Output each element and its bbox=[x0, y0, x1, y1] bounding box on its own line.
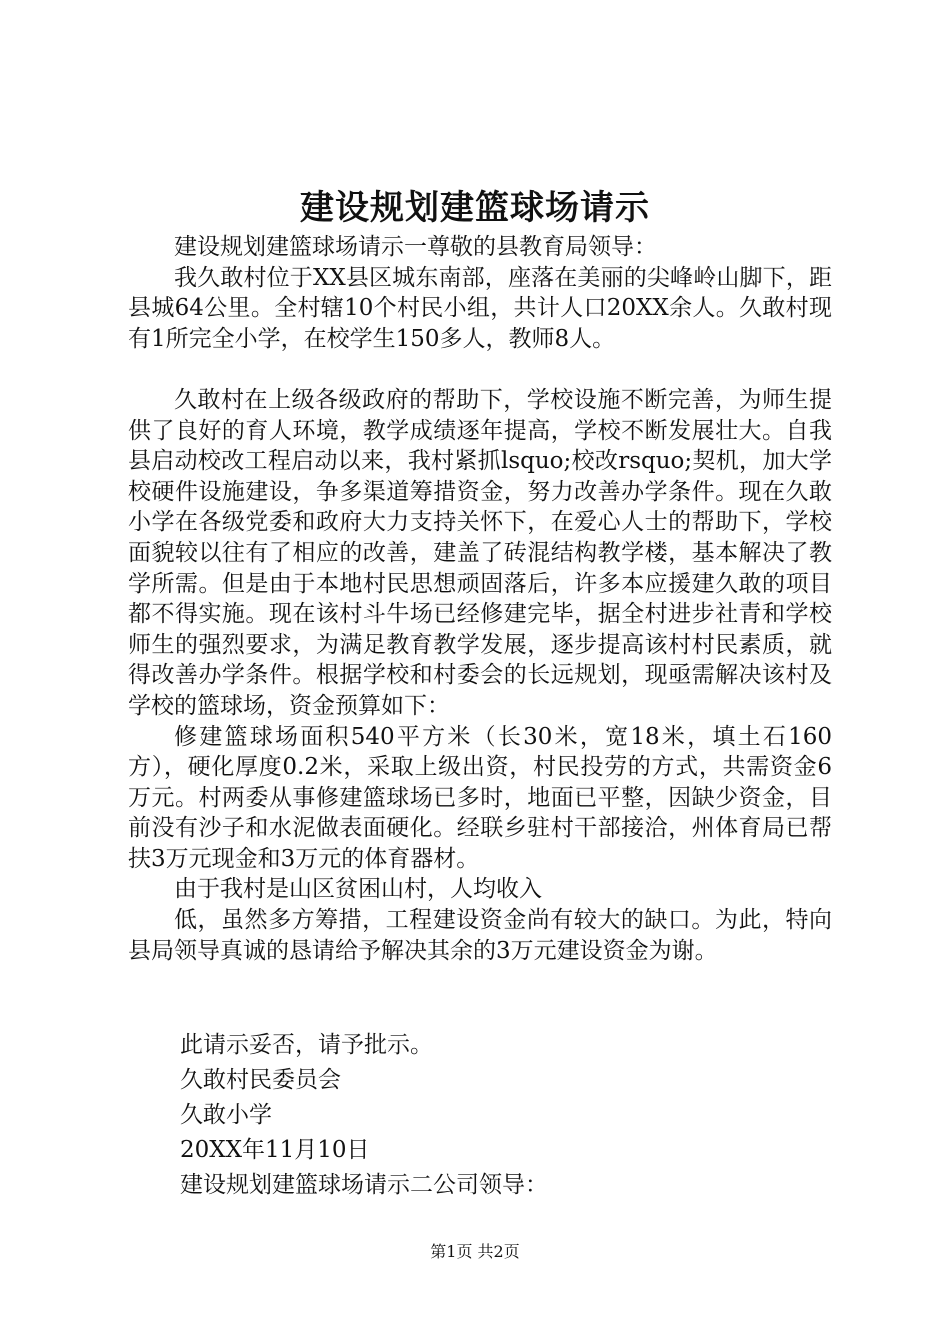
closing-date: 20XX年11月10日 bbox=[180, 1137, 370, 1163]
closing-second-letter-start: 建设规划建篮球场请示二公司领导： bbox=[180, 1172, 548, 1198]
closing-signatory-school: 久敢小学 bbox=[180, 1102, 272, 1128]
document-closing bbox=[180, 1028, 832, 1203]
page-footer: 第1页 共2页 bbox=[430, 1242, 520, 1261]
paragraph-budget: 修建篮球场面积540平方米（长30米，宽18米，填土石160方），硬化厚度0.2米，采取上级出资，村民投劳的方式，共需资金6万元。村两委从事修建篮球场已多时，地面已平整，因缺少资金，目前没有沙子和水泥做表面硬化。经联乡驻村干部接洽，州体育局已帮扶3万元现金和3万元的体育器材。 bbox=[128, 723, 832, 872]
paragraph-village-intro: 我久敢村位于XX县区城东南部，座落在美丽的尖峰岭山脚下，距县城64公里。全村辖10个村民小组，共计人口20XX余人。久敢村现有1所完全小学，在校学生150多人，教师8人。 bbox=[128, 264, 832, 352]
document-body bbox=[128, 232, 832, 966]
closing-signatory-committee: 久敢村民委员会 bbox=[180, 1067, 341, 1093]
paragraph-request: 低，虽然多方筹措，工程建设资金尚有较大的缺口。为此，特向县局领导真诚的恳请给予解决其余的3万元建设资金为谢。 bbox=[128, 907, 832, 964]
paragraph-salutation: 建设规划建篮球场请示一尊敬的县教育局领导： bbox=[174, 234, 657, 260]
document-title: 建设规划建篮球场请示 bbox=[300, 188, 650, 228]
paragraph-school-background: 久敢村在上级各级政府的帮助下，学校设施不断完善，为师生提供了良好的育人环境，教学成绩逐年提高，学校不断发展壮大。自我县启动校改工程启动以来，我村紧抓lsquo;校改rsquo;契机，加大学校硬件设施建设，争多渠道筹措资金，努力改善办学条件。现在久敢小学在各级党委和政府大力支持关怀下，在爱心人士的帮助下，学校面貌较以往有了相应的改善，建盖了砖混结构教学楼，基本解决了教学所需。但是由于本地村民思想顽固落后，许多本应援建久敢的项目都不得实施。现在该村斗牛场已经修建完毕，据全村进步社青和学校师生的强烈要求，为满足教育教学发展，逐步提高该村村民素质，就得改善办学条件。根据学校和村委会的长远规划，现亟需解决该村及学校的篮球场，资金预算如下： bbox=[128, 386, 832, 719]
closing-approval-line: 此请示妥否，请予批示。 bbox=[180, 1032, 433, 1058]
paragraph-income: 由于我村是山区贫困山村，人均收入 bbox=[174, 876, 542, 903]
